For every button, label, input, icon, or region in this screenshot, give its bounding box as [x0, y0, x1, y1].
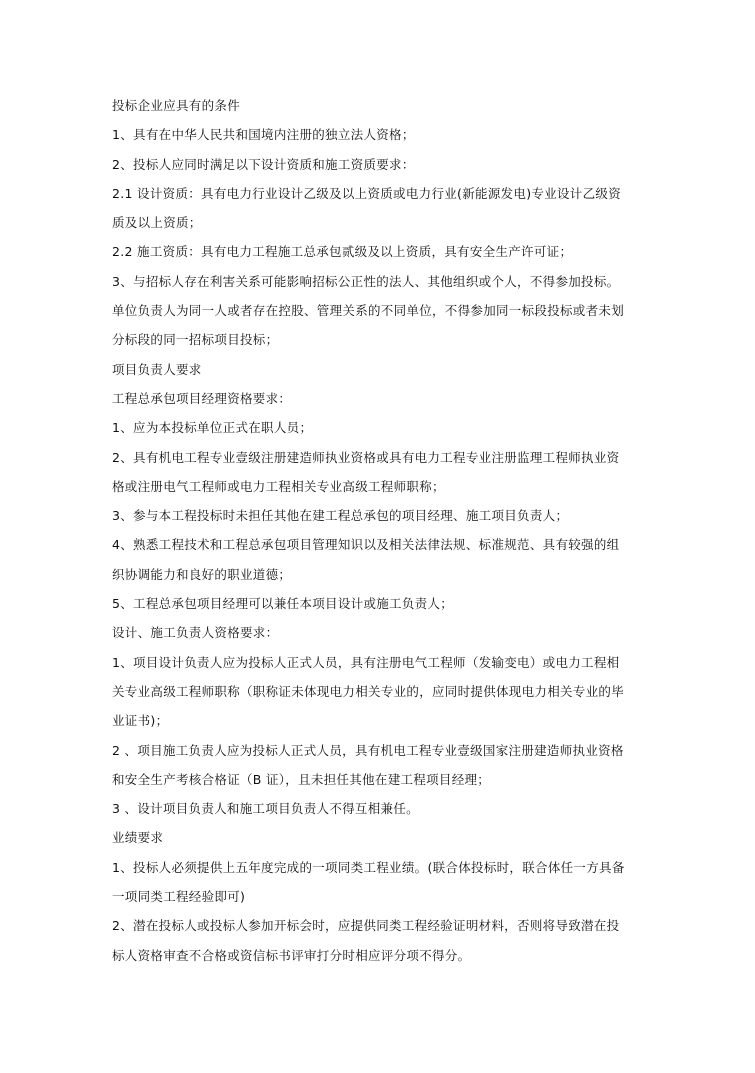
text-line: 1、应为本投标单位正式在职人员； — [112, 420, 313, 436]
text-line: 织协调能力和良好的职业道德； — [112, 566, 292, 582]
text-line: 3、与招标人存在利害关系可能影响招标公正性的法人、其他组织或个人，不得参加投标。 — [112, 273, 620, 289]
document-body — [112, 91, 648, 970]
text-line: 格或注册电气工程师或电力工程相关专业高级工程师职称； — [112, 478, 445, 494]
text-line: 和安全生产考核合格证（B 证），且未担任其他在建工程项目经理； — [112, 771, 491, 787]
subsection-heading: 设计、施工负责人资格要求： — [112, 625, 279, 641]
text-line: 2.2 施工资质：具有电力工程施工总承包贰级及以上资质，具有安全生产许可证； — [112, 244, 573, 260]
text-line: 业证书)； — [112, 713, 169, 729]
text-line: 2、潜在投标人或投标人参加开标会时，应提供同类工程经验证明材料，否则将导致潜在投 — [112, 918, 620, 934]
text-line: 1、投标人必须提供上五年度完成的一项同类工程业绩。(联合体投标时，联合体任一方具备 — [112, 859, 625, 875]
text-line: 2.1 设计资质：具有电力行业设计乙级及以上资质或电力行业(新能源发电)专业设计乙级资 — [112, 185, 622, 201]
text-line: 2、投标人应同时满足以下设计资质和施工资质要求： — [112, 156, 415, 172]
subsection-heading: 工程总承包项目经理资格要求： — [112, 390, 292, 406]
text-line: 3、参与本工程投标时未担任其他在建工程总承包的项目经理、施工项目负责人； — [112, 508, 569, 524]
text-line: 1、项目设计负责人应为投标人正式人员，具有注册电气工程师（发输变电）或电力工程相 — [112, 654, 620, 670]
text-line: 质及以上资质； — [112, 215, 202, 231]
text-line: 3 、设计项目负责人和施工项目负责人不得互相兼任。 — [112, 801, 419, 817]
text-line: 一项同类工程经验即可) — [112, 889, 246, 905]
text-line: 5、工程总承包项目经理可以兼任本项目设计或施工负责人； — [112, 596, 454, 612]
text-line: 1、具有在中华人民共和国境内注册的独立法人资格； — [112, 127, 415, 143]
text-line: 关专业高级工程师职称（职称证未体现电力相关专业的，应同时提供体现电力相关专业的毕 — [112, 683, 625, 699]
text-line: 标人资格审查不合格或资信标书评审打分时相应评分项不得分。 — [112, 947, 471, 963]
text-line: 2、具有机电工程专业壹级注册建造师执业资格或具有电力工程专业注册监理工程师执业资 — [112, 449, 620, 465]
text-line: 分标段的同一招标项目投标； — [112, 332, 279, 348]
text-line: 单位负责人为同一人或者存在控股、管理关系的不同单位，不得参加同一标段投标或者未划 — [112, 303, 625, 319]
text-line: 4、熟悉工程技术和工程总承包项目管理知识以及相关法律法规、标准规范、具有较强的组 — [112, 537, 620, 553]
section-heading: 业绩要求 — [112, 830, 164, 846]
section-heading: 投标企业应具有的条件 — [112, 98, 241, 113]
text-line: 2 、项目施工负责人应为投标人正式人员，具有机电工程专业壹级国家注册建造师执业资格 — [112, 742, 624, 758]
section-heading: 项目负责人要求 — [112, 361, 202, 377]
